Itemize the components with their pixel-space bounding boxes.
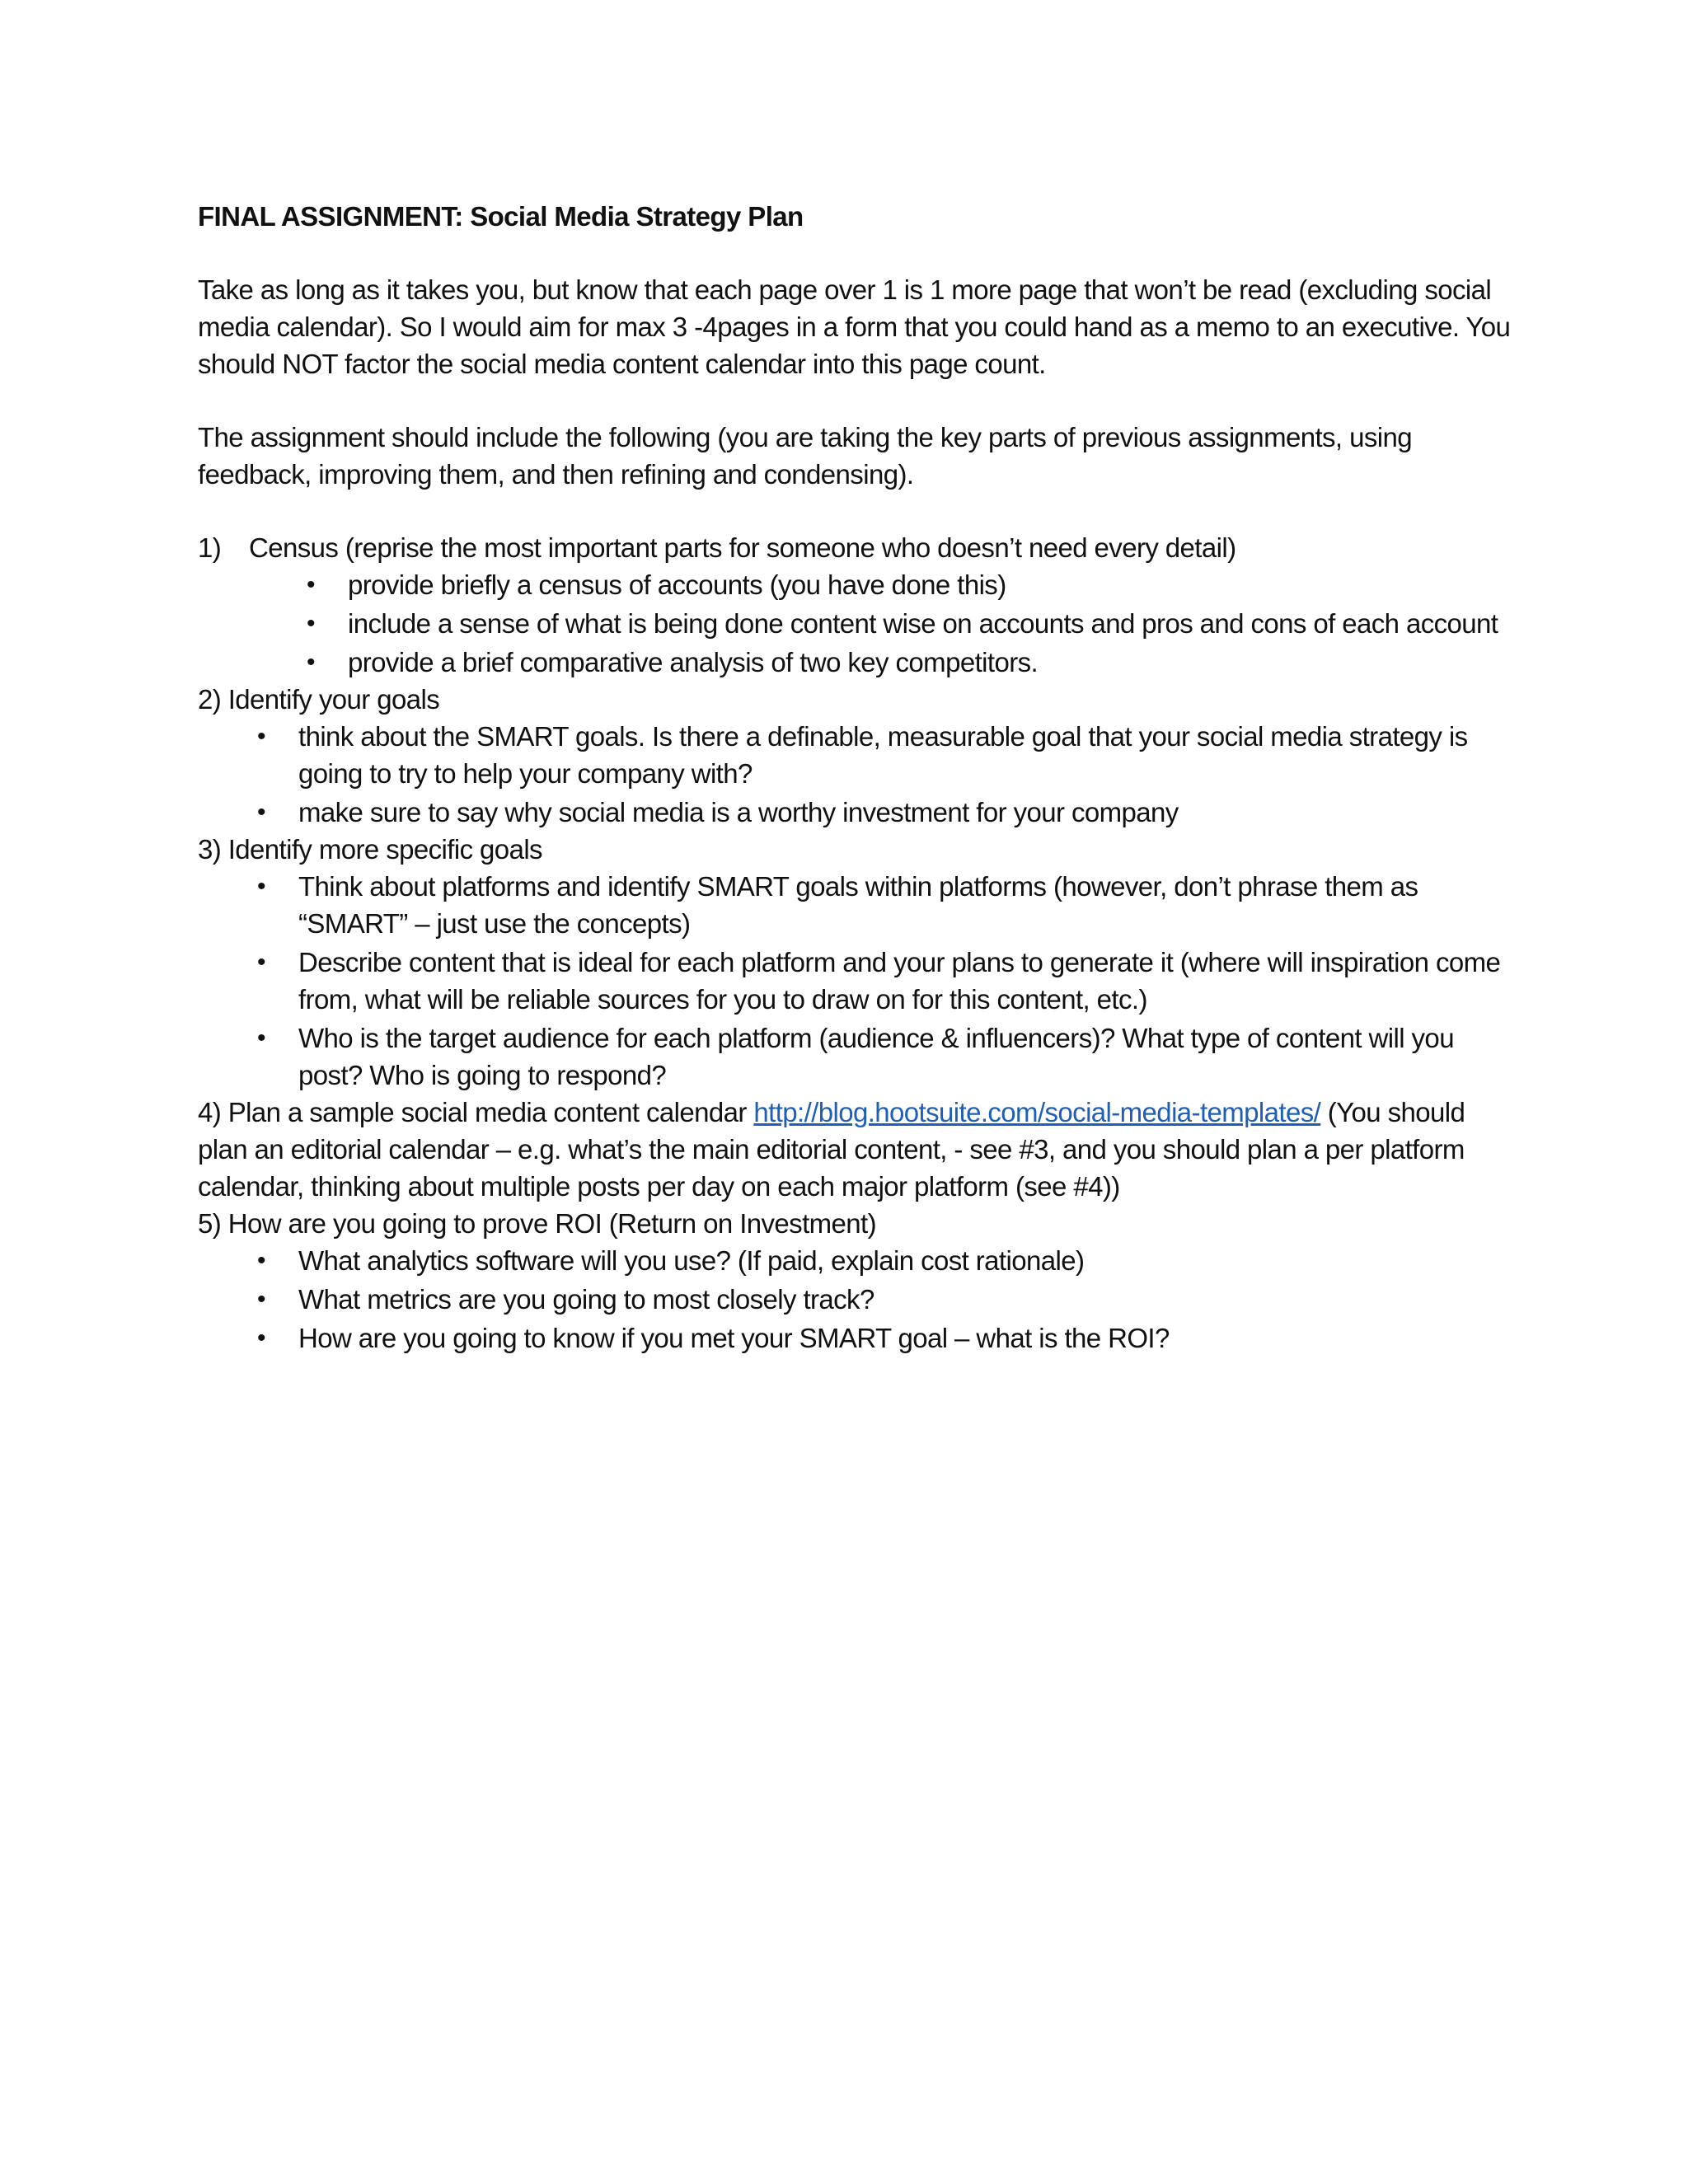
section-heading <box>198 1094 1517 1205</box>
bullet-icon: • <box>257 1024 265 1052</box>
bullet-icon: • <box>257 799 265 826</box>
list-item-text: Describe content that is ideal for each platform and your plans to generate it (where will inspiration come from, what will be reliable sources for you to draw on for this content, etc.) <box>298 947 1501 1015</box>
bullet-icon: • <box>257 1286 265 1313</box>
list-item <box>198 1242 1517 1279</box>
document-title: FINAL ASSIGNMENT: Social Media Strategy Plan <box>198 201 804 232</box>
section-content-calendar <box>198 1094 1517 1205</box>
bullet-icon: • <box>257 1247 265 1274</box>
bullet-list <box>198 868 1517 1094</box>
section-heading-text: Plan a sample social media content calendar <box>227 1097 754 1127</box>
bullet-list <box>198 566 1517 681</box>
list-item <box>198 794 1517 831</box>
intro-paragraph-1: Take as long as it takes you, but know that each page over 1 is 1 more page that won’t be read (excluding social media calendar). So I would aim for max 3 -4pages in a form that you could hand as a memo to an executive. You should NOT factor the social media content calendar into this page count. <box>198 274 1511 379</box>
list-item-text: think about the SMART goals. Is there a definable, measurable goal that your social media strategy is going to try to help your company with? <box>298 721 1468 789</box>
intro-paragraph-2: The assignment should include the following (you are taking the key parts of previous assignments, using feedback, improving them, and then refining and condensing). <box>198 422 1412 490</box>
bullet-icon: • <box>307 649 315 676</box>
bullet-icon: • <box>257 723 265 750</box>
section-heading-continuation: (You should plan an editorial calendar – e.g. what’s the main editorial content, - see #3, and you should plan a per platform calendar, thinking about multiple posts per day on each major platform (see #4)) <box>198 1097 1465 1202</box>
section-heading <box>198 681 1517 718</box>
bullet-icon: • <box>307 571 315 598</box>
bullet-list <box>198 718 1517 831</box>
section-specific-goals <box>198 831 1517 1094</box>
list-item <box>198 868 1517 942</box>
list-item-text: Think about platforms and identify SMART goals within platforms (however, don’t phrase them as “SMART” – just use the concepts) <box>298 871 1418 939</box>
list-item <box>198 718 1517 792</box>
list-item <box>198 944 1517 1018</box>
hootsuite-templates-link[interactable]: http://blog.hootsuite.com/social-media-templates/ <box>753 1097 1321 1127</box>
list-item-text: make sure to say why social media is a worthy investment for your company <box>298 797 1179 827</box>
list-item-text: provide a brief comparative analysis of two key competitors. <box>348 647 1039 677</box>
section-number: 1) <box>198 532 222 563</box>
list-item-text: What analytics software will you use? (If paid, explain cost rationale) <box>298 1245 1085 1276</box>
bullet-icon: • <box>257 873 265 900</box>
list-item-text: How are you going to know if you met your SMART goal – what is the ROI? <box>298 1323 1170 1353</box>
section-heading-text: Census (reprise the most important parts for someone who doesn’t need every detail) <box>249 532 1236 563</box>
list-item <box>198 1281 1517 1318</box>
section-roi <box>198 1205 1517 1357</box>
section-heading-text: Identify your goals <box>227 684 440 715</box>
list-item <box>198 1019 1517 1094</box>
list-item <box>198 566 1517 603</box>
document-page <box>198 198 1517 1357</box>
section-number: 5) <box>198 1208 222 1239</box>
list-item-text: include a sense of what is being done content wise on accounts and pros and cons of each account <box>348 608 1498 639</box>
section-number: 3) <box>198 834 222 865</box>
bullet-icon: • <box>257 1324 265 1352</box>
list-item <box>198 644 1517 681</box>
section-goals <box>198 681 1517 831</box>
section-number: 4) <box>198 1097 222 1127</box>
section-heading-text: Identify more specific goals <box>227 834 542 865</box>
list-item-text: Who is the target audience for each platform (audience & influencers)? What type of content will you post? Who is going to respond? <box>298 1023 1454 1090</box>
section-heading <box>198 831 1517 868</box>
bullet-icon: • <box>257 949 265 976</box>
section-heading <box>198 1205 1517 1242</box>
list-item <box>198 1319 1517 1357</box>
list-item <box>198 605 1517 642</box>
bullet-icon: • <box>307 610 315 637</box>
section-number: 2) <box>198 684 222 715</box>
list-item-text: What metrics are you going to most closely track? <box>298 1284 874 1315</box>
section-census <box>198 529 1517 681</box>
section-heading-text: How are you going to prove ROI (Return on Investment) <box>227 1208 876 1239</box>
section-heading <box>198 529 1517 566</box>
list-item-text: provide briefly a census of accounts (you have done this) <box>348 569 1006 600</box>
bullet-list <box>198 1242 1517 1357</box>
